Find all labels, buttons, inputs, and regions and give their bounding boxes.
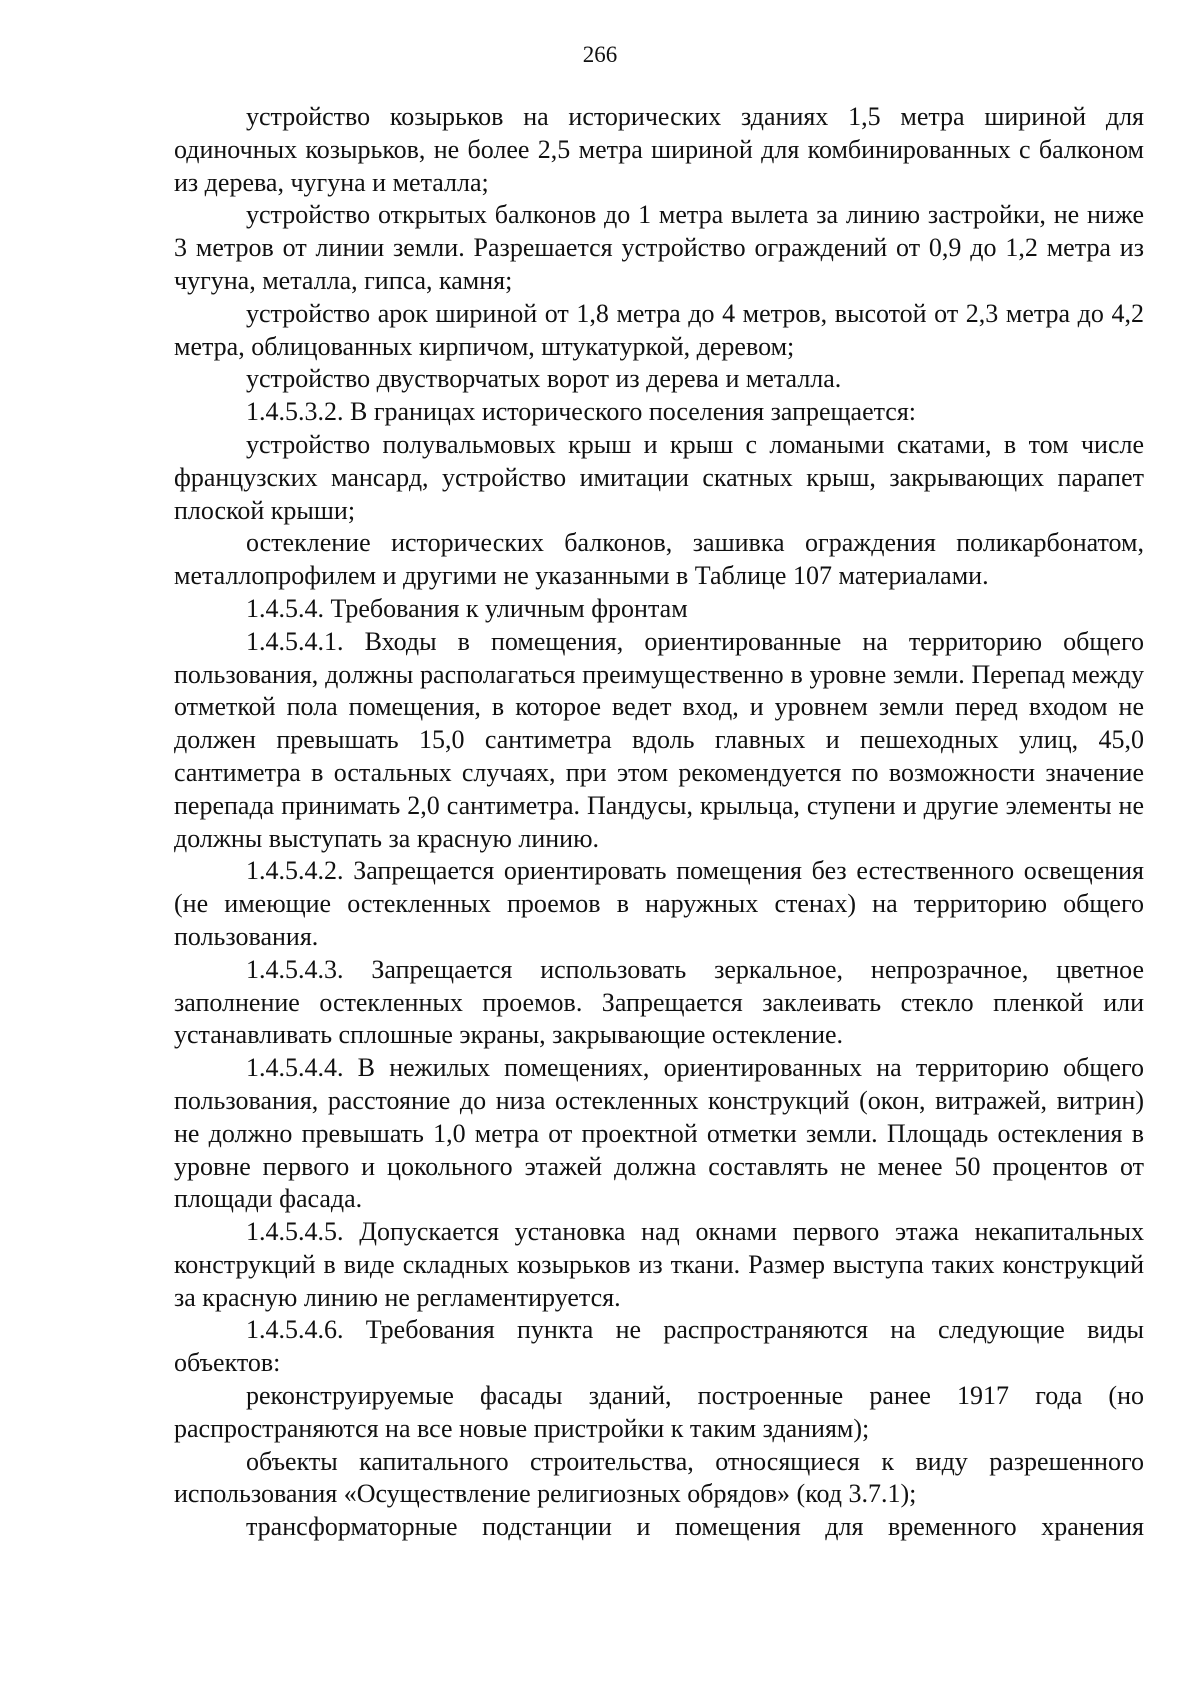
- paragraph: реконструируемые фасады зданий, построенные ранее 1917 года (но распространяются на все новые пристройки к таким зданиям);: [174, 1381, 1144, 1443]
- paragraph: устройство козырьков на исторических зданиях 1,5 метра шириной для одиночных козырьков, не более 2,5 метра шириной для комбинированных с балконом из дерева, чугуна и металла;: [174, 102, 1144, 197]
- paragraph: 1.4.5.4.5. Допускается установка над окнами первого этажа некапитальных конструкций в виде складных козырьков из ткани. Размер выступа таких конструкций за красную линию не регламентируется.: [174, 1217, 1144, 1312]
- section-heading: 1.4.5.3.2. В границах исторического поселения запрещается:: [246, 397, 917, 427]
- paragraph: 1.4.5.4.1. Входы в помещения, ориентированные на территорию общего пользования, должны располагаться преимущественно в уровне земли. Перепад между отметкой пола помещения, в которое ведет вход, и уровнем земли перед входом не должен превышать 15,0 сантиметра вдоль главных и пешеходных улиц, 45,0 сантиметра в остальных случаях, при этом рекомендуется по возможности значение перепада принимать 2,0 сантиметра. Пандусы, крыльца, ступени и другие элементы не должны выступать за красную линию.: [174, 626, 1144, 853]
- section-heading: 1.4.5.4. Требования к уличным фронтам: [246, 593, 688, 623]
- paragraph: остекление исторических балконов, зашивка ограждения поликарбонатом, металлопрофилем и другими не указанными в Таблице 107 материалами.: [174, 528, 1144, 591]
- paragraph: 1.4.5.4.2. Запрещается ориентировать помещения без естественного освещения (не имеющие остекленных проемов в наружных стенах) на территорию общего пользования.: [174, 856, 1144, 951]
- paragraph: устройство открытых балконов до 1 метра вылета за линию застройки, не ниже 3 метров от линии земли. Разрешается устройство ограждений от 0,9 до 1,2 метра из чугуна, металла, гипса, камня;: [174, 200, 1144, 295]
- paragraph: 1.4.5.4.3. Запрещается использовать зеркальное, непрозрачное, цветное заполнение остекленных проемов. Запрещается заклеивать стекло пленкой или устанавливать сплошные экраны, закрывающие остекление.: [174, 954, 1144, 1050]
- paragraph: устройство двустворчатых ворот из дерева и металла.: [246, 364, 842, 394]
- paragraph: 1.4.5.4.4. В нежилых помещениях, ориентированных на территорию общего пользования, расстояние до низа остекленных конструкций (окон, витражей, витрин) не должно превышать 1,0 метра от проектной отметки земли. Площадь остекления в уровне первого и цокольного этажей должна составлять не менее 50 процентов от площади фасада.: [174, 1053, 1144, 1214]
- paragraph: устройство арок шириной от 1,8 метра до 4 метров, высотой от 2,3 метра до 4,2 метра, облицованных кирпичом, штукатуркой, деревом;: [174, 298, 1144, 361]
- document-body: [174, 101, 1144, 1544]
- paragraph: устройство полувальмовых крыш и крыш с ломаными скатами, в том числе французских мансард, устройство имитации скатных крыш, закрывающих парапет плоской крыши;: [174, 429, 1144, 525]
- page-number: 266: [582, 42, 618, 67]
- paragraph: 1.4.5.4.6. Требования пункта не распространяются на следующие виды объектов:: [174, 1315, 1144, 1378]
- paragraph: объекты капитального строительства, относящиеся к виду разрешенного использования «Осуществление религиозных обрядов» (код 3.7.1);: [174, 1446, 1144, 1509]
- paragraph: трансформаторные подстанции и помещения для временного хранения: [246, 1512, 1144, 1542]
